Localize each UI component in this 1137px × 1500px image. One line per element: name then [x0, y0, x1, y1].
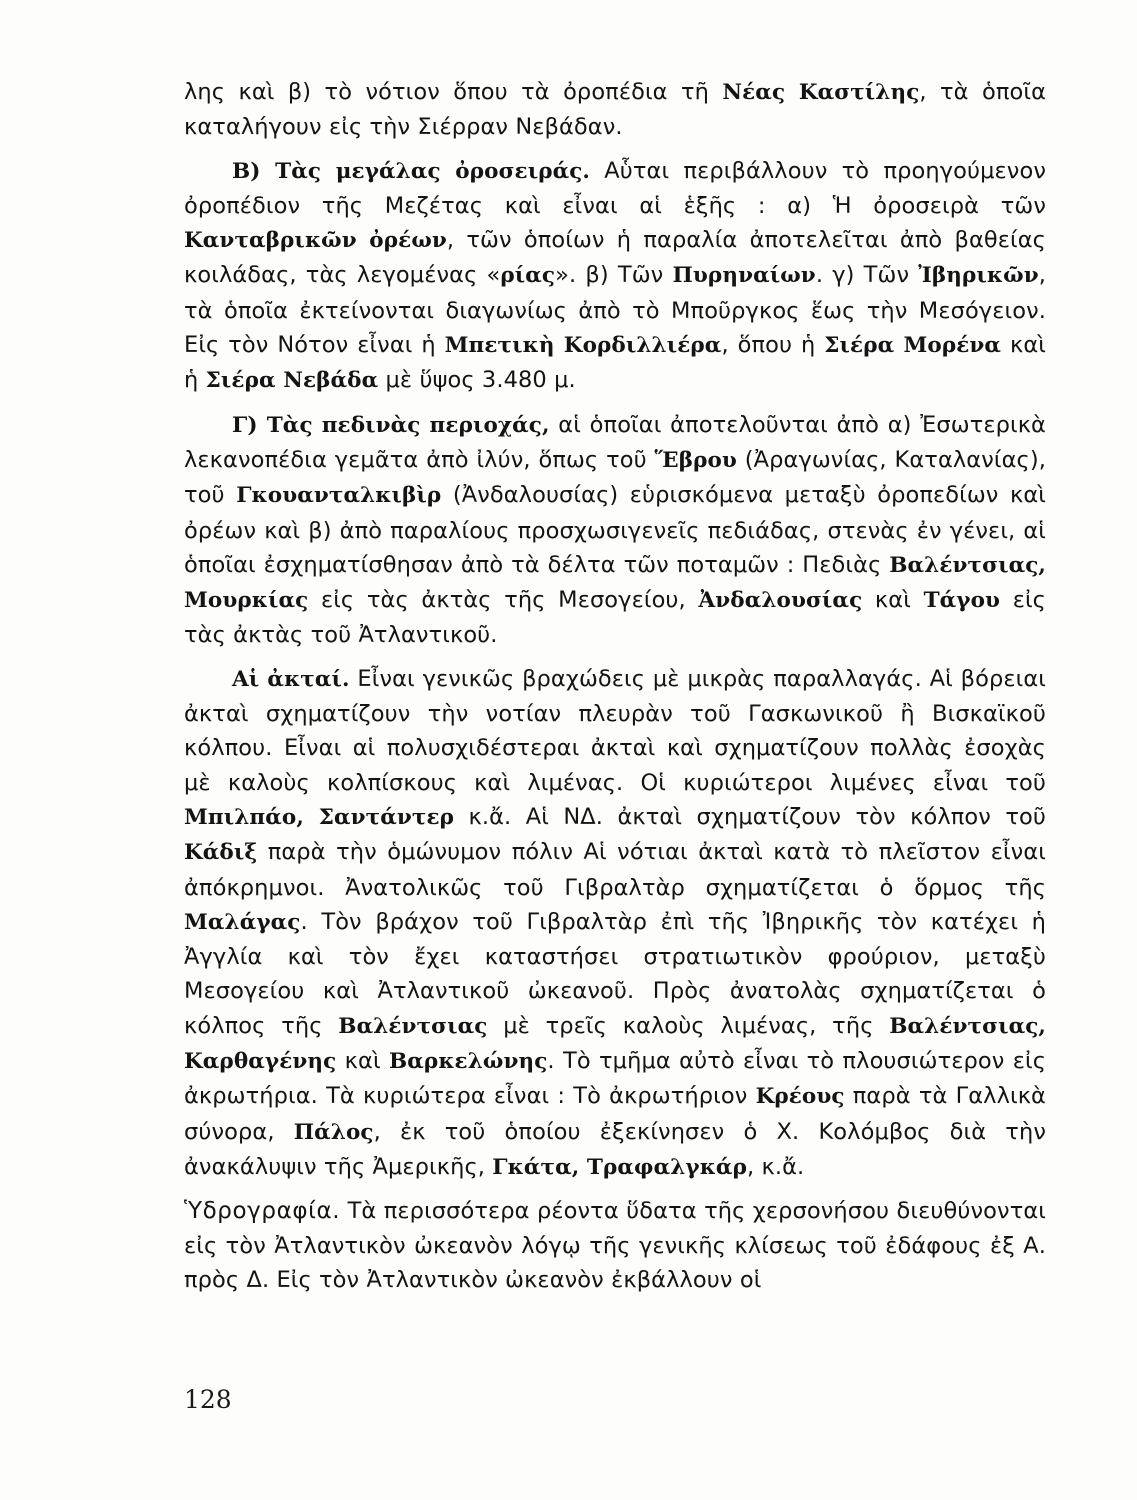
p3-seg-9: καὶ [862, 587, 924, 614]
p4-seg-6: Μαλάγας [184, 909, 301, 935]
p5-seg-1: Τὰ περισσότερα ρέοντα ὕδατα τῆς χερσονήσου διευθύνονται εἰς τὸν Ἀτλαντικὸν ὠκεανὸν λόγῳ τῆς γενικῆς κλίσεως τοῦ ἐδάφους ἐξ Α. πρὸς Δ. Εἰς τὸν Ἀτλαντικὸν ὠκεανὸν ἐκβάλλουν οἱ [184, 1198, 1046, 1293]
p2-seg-9: , τὰ ὁποῖα ἐκτείνονται διαγωνίως ἀπὸ τὸ Μποῦργκος ἕως τὴν Μεσόγειον. Εἰς τὸν Νότον εἶναι ἡ [184, 262, 1046, 359]
p3-seg-2: Ἕβρου [654, 447, 737, 473]
p1-seg-2: , τὰ ὁποῖα καταλήγουν εἰς τὴν Σιέρραν Νεβάδαν. [184, 79, 1047, 141]
p2-seg-15: μὲ ὕψος 3.480 μ. [378, 367, 576, 394]
p1-seg-1: Νέας Καστίλης [722, 80, 920, 105]
p4-seg-18: Γκάτα, Τραφαλγκάρ [492, 1154, 747, 1180]
p2-seg-13: καὶ ἡ [184, 332, 1046, 394]
p4-seg-3: κ.ἄ. Αἱ ΝΔ. ἀκταὶ σχηματίζουν τὸν κόλπον τοῦ [454, 803, 1046, 830]
p3-seg-8: Ἀνδαλουσίας [698, 588, 863, 614]
p4-seg-11: καὶ [336, 1048, 390, 1075]
p2-seg-2: Κανταβρικῶν ὀρέων [184, 228, 447, 254]
p4-seg-14: Κρέους [755, 1084, 845, 1110]
p3-seg-10: Τάγου [923, 588, 1001, 614]
paragraph-castile [184, 75, 1046, 145]
p4-seg-4: Κάδιξ [184, 840, 258, 866]
p2-seg-4: ρίας [500, 263, 556, 289]
p4-seg-5: παρὰ τὴν ὁμώνυμον πόλιν Αἱ νότιαι ἀκταὶ κατὰ τὸ πλεῖστον εἶναι ἀπόκρημνοι. Ἀνατολικῶς τοῦ Γιβραλτὰρ σχηματίζεται ὁ ὅρμος τῆς [184, 839, 1046, 901]
p2-seg-10: Μπετικὴ Κορδιλλιέρα [444, 333, 722, 359]
p4-seg-9: μὲ τρεῖς καλοὺς λιμένας, τῆς [487, 1012, 890, 1039]
p4-seg-16: Πάλος [293, 1119, 374, 1145]
p4-seg-2: Μπιλπάο, Σαντάντερ [184, 804, 455, 830]
p4-seg-19: , κ.ἄ. [746, 1153, 805, 1180]
p2-seg-11: , ὅπου ἡ [721, 332, 825, 359]
p2-seg-6: Πυρηναίων [672, 263, 816, 289]
paragraph-mountain-ranges [184, 154, 1046, 399]
section-heading-coasts: Αἱ ἀκταί. [232, 666, 350, 692]
p3-seg-1: αἱ ὁποῖαι ἀποτελοῦνται ἀπὸ α) Ἐσωτερικὰ λεκανοπέδια γεμᾶτα ἀπὸ ἰλύν, ὅπως τοῦ [184, 411, 1046, 473]
p4-seg-13: . Τὸ τμῆμα αὐτὸ εἶναι τὸ πλουσιώτερον εἰς ἀκρωτήρια. Τὰ κυριώτερα εἶναι : Τὸ ἀκρωτήριον [184, 1048, 1047, 1110]
page-number: 128 [184, 1385, 232, 1414]
p3-seg-11: εἰς τὰς ἀκτὰς τοῦ Ἀτλαντικοῦ. [184, 587, 1046, 649]
p2-seg-14: Σιέρα Νεβάδα [205, 368, 379, 394]
p1-seg-0: λης καὶ β) τὸ νότιον ὅπου τὰ ὀροπέδια τῆ [184, 79, 723, 105]
section-heading-hydrography: Ὑδρογραφία. [184, 1198, 341, 1225]
p4-seg-10: Βαλέντσιας, Καρθαγένης [184, 1013, 1046, 1075]
paragraph-coasts [184, 662, 1046, 1185]
p4-seg-1: Εἶναι γενικῶς βραχώδεις μὲ μικρὰς παραλλαγάς. Αἱ βόρειαι ἀκταὶ σχηματίζουν τὴν νοτίαν πλευρὰν τοῦ Γασκωνικοῦ ἢ Βισκαϊκοῦ κόλπου. Εἶναι αἱ πολυσχιδέστεραι ἀκταὶ καὶ σχηματίζουν πολλὰς ἐσοχὰς μὲ καλοὺς κολπίσκους καὶ λιμένας. Οἱ κυριώτεροι λιμένες εἶναι τοῦ [184, 665, 1046, 796]
p2-seg-1: Αὗται περιβάλλουν τὸ προηγούμενον ὀροπέδιον τῆς Μεζέτας καὶ εἶναι αἱ ἑξῆς : α) Ἡ ὀροσειρὰ τῶν [184, 157, 1046, 219]
section-heading-plains: Γ) Τὰς πεδινὰς περιοχάς, [232, 412, 550, 438]
p2-seg-8: Ἰβηρικῶν [918, 263, 1039, 289]
p2-seg-12: Σιέρα Μορένα [824, 333, 1002, 359]
p2-seg-3: , τῶν ὁποίων ἡ παραλία ἀποτελεῖται ἀπὸ βαθείας κοιλάδας, τὰς λεγομένας « [184, 227, 1046, 289]
p4-seg-8: Βαλέντσιας [338, 1013, 488, 1039]
p2-seg-5: ». β) Τῶν [555, 262, 673, 289]
p4-seg-7: . Τὸν βράχον τοῦ Γιβραλτὰρ ἐπὶ τῆς Ἰβηρικῆς τὸν κατέχει ἡ Ἀγγλία καὶ τὸν ἔχει καταστήσει στρατιωτικὸν φρούριον, μεταξὺ Μεσογείου καὶ Ἀτλαντικοῦ ὠκεανοῦ. Πρὸς ἀνατολὰς σχηματίζεται ὁ κόλπος τῆς [184, 908, 1046, 1039]
p4-seg-15: παρὰ τὰ Γαλλικὰ σύνορα, [184, 1083, 1046, 1145]
p3-seg-7: εἰς τὰς ἀκτὰς τῆς Μεσογείου, [308, 587, 699, 614]
p3-seg-6: Βαλέντσιας, Μουρκίας [184, 552, 1046, 614]
paragraph-hydrography [184, 1194, 1046, 1297]
p4-seg-17: , ἐκ τοῦ ὁποίου ἐξεκίνησεν ὁ Χ. Κολόμβος διὰ τὴν ἀνακάλυψιν τῆς Ἀμερικῆς, [184, 1118, 1046, 1180]
p3-seg-4: Γκουανταλκιβὶρ [236, 483, 442, 509]
p4-seg-12: Βαρκελώνης [389, 1049, 548, 1075]
p3-seg-5: (Ἀνδαλουσίας) εὑρισκόμενα μεταξὺ ὀροπεδίων καὶ ὀρέων καὶ β) ἀπὸ παραλίους προσχωσιγενεῖς πεδιάδας, στενὰς ἐν γένει, αἱ ὁποῖαι ἐσχηματίσθησαν ἀπὸ τὰ δέλτα τῶν ποταμῶν : Πεδιὰς [184, 482, 1047, 578]
p3-seg-3: (Ἀραγωνίας, Καταλανίας), τοῦ [184, 446, 1046, 509]
section-heading-mountain-ranges: Β) Τὰς μεγάλας ὀροσειράς. [232, 158, 591, 184]
paragraph-plains [184, 408, 1046, 653]
page-body-text [184, 75, 1046, 1297]
p2-seg-7: . γ) Τῶν [815, 262, 919, 289]
